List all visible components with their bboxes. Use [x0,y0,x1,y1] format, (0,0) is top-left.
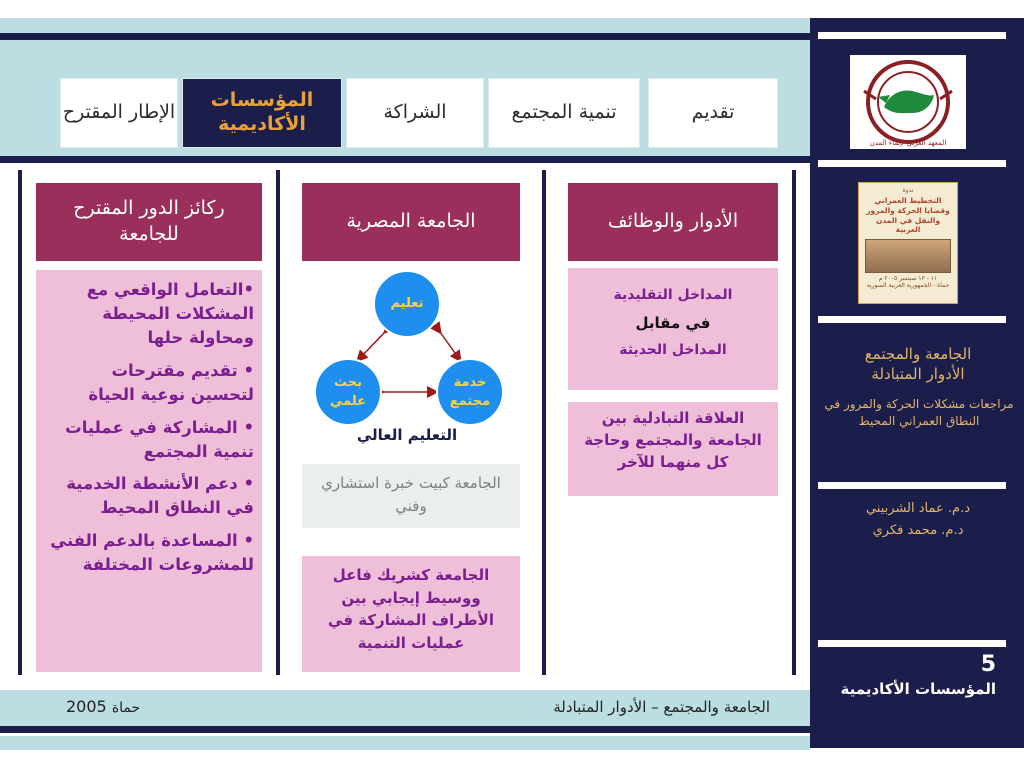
sidebar-divider [818,32,1006,39]
roles-header [568,183,778,261]
mutual-relationship-text: العلاقة التبادلية بين الجامعة والمجتمع وحاجة كل منهما للآخر [584,409,762,471]
footer-band-lower [0,736,810,750]
arrow-teaching-research [358,332,385,360]
expert-house-text: الجامعة كبيت خبرة استشاري وفني [321,474,501,516]
sidebar-divider [818,482,1006,489]
sidebar-divider [818,160,1006,167]
research-circle [314,358,382,426]
expert-house-box [302,464,520,528]
sidebar-divider [818,640,1006,647]
tab-partnership[interactable] [346,78,484,148]
column-separator [18,170,22,675]
research-label: بحث علمي [329,374,367,409]
traditional-approaches: المداخل التقليدية [613,287,733,303]
tab-label: الشراكة [383,101,447,124]
approaches-box [568,268,778,390]
institute-logo [850,55,966,149]
list-item: • دعم الأنشطة الخدمية في النطاق المحيط [66,474,254,518]
footer-title: الجامعة والمجتمع – الأدوار المتبادلة [553,698,770,716]
arrow-teaching-service [440,332,460,360]
egyptian-university-header [302,183,520,261]
column-separator [542,170,546,675]
community-service-circle [436,358,504,426]
roles-header-text: الأدوار والوظائف [607,210,739,233]
higher-education-caption: التعليم العالي [356,426,458,444]
pillars-header [36,183,262,261]
sidebar-authors [818,498,1018,542]
tab-label: الإطار المقترح [62,101,176,124]
conference-cover [858,182,958,304]
list-item: •التعامل الواقعي مع المشكلات المحيطة ومحاولة حلها [86,280,254,347]
partner-box [302,556,520,672]
author-name: د.م. محمد فكري [872,523,964,539]
institute-logo-text: المعهد العربي لإنماء المدن [869,139,947,147]
tab-proposed-framework[interactable] [60,78,178,148]
cover-title: التخطيط العمراني وقضايا الحركة والمرور والنقل في المدن العربية [866,196,950,235]
tab-label: المؤسسات الأكاديمية [210,89,314,135]
footer-place-year [66,697,176,716]
partner-text: الجامعة كشريك فاعل ووسيط إيجابي بين الأطراف المشاركة في عمليات التنمية [328,566,494,652]
tab-label: تقديم [691,101,735,124]
teaching-circle [373,270,441,338]
community-service-label: خدمة مجتمع [449,374,491,409]
sidebar-divider [818,316,1006,323]
egyptian-university-header-text: الجامعة المصرية [346,210,476,233]
footer-year: 2005 [66,697,107,716]
sidebar-title-line2: الأدوار المتبادلة [871,364,965,383]
column-separator [276,170,280,675]
pillars-header-text: ركائز الدور المقترح للجامعة [73,197,225,245]
sidebar-title-line1: الجامعة والمجتمع [864,345,972,363]
tab-academic-institutions[interactable] [182,78,342,148]
header-divider-bottom [0,156,810,163]
list-item: • المشاركة في عمليات تنمية المجتمع [65,417,254,461]
tab-intro[interactable] [648,78,778,148]
slide-number: 5 [980,652,996,677]
cover-photo [865,239,951,273]
list-item: • تقديم مقترحات لتحسين نوعية الحياة [88,360,254,404]
sidebar-subtitle: مراجعات مشكلات الحركة والمرور في النطاق العمراني المحيط [824,397,1014,429]
pillars-list [36,270,262,672]
column-separator [792,170,796,675]
sidebar-title [818,345,1018,384]
header-divider-top [0,33,810,40]
author-name: د.م. عماد الشربيني [865,501,971,516]
footer-place: حماة [111,700,141,716]
arab-institute-emblem-icon [850,55,966,149]
mutual-relationship-box [568,402,778,496]
list-item: • المساعدة بالدعم الفني للمشروعات المختلفة [50,531,254,575]
cover-date: ١١ - ١٣ سبتمبر ٢٠٠٥ م [878,275,938,282]
versus-text: في مقابل [635,313,711,332]
cover-place: حماة - الجمهورية العربية السورية [866,282,950,289]
cover-line1: ندوة [902,187,914,194]
teaching-label: تعليم [390,296,424,312]
tab-label: تنمية المجتمع [511,101,617,124]
section-name: المؤسسات الأكاديمية [840,680,996,698]
footer-divider [0,726,810,733]
modern-approaches: المداخل الحديثة [619,342,727,359]
tab-community-development[interactable] [488,78,640,148]
